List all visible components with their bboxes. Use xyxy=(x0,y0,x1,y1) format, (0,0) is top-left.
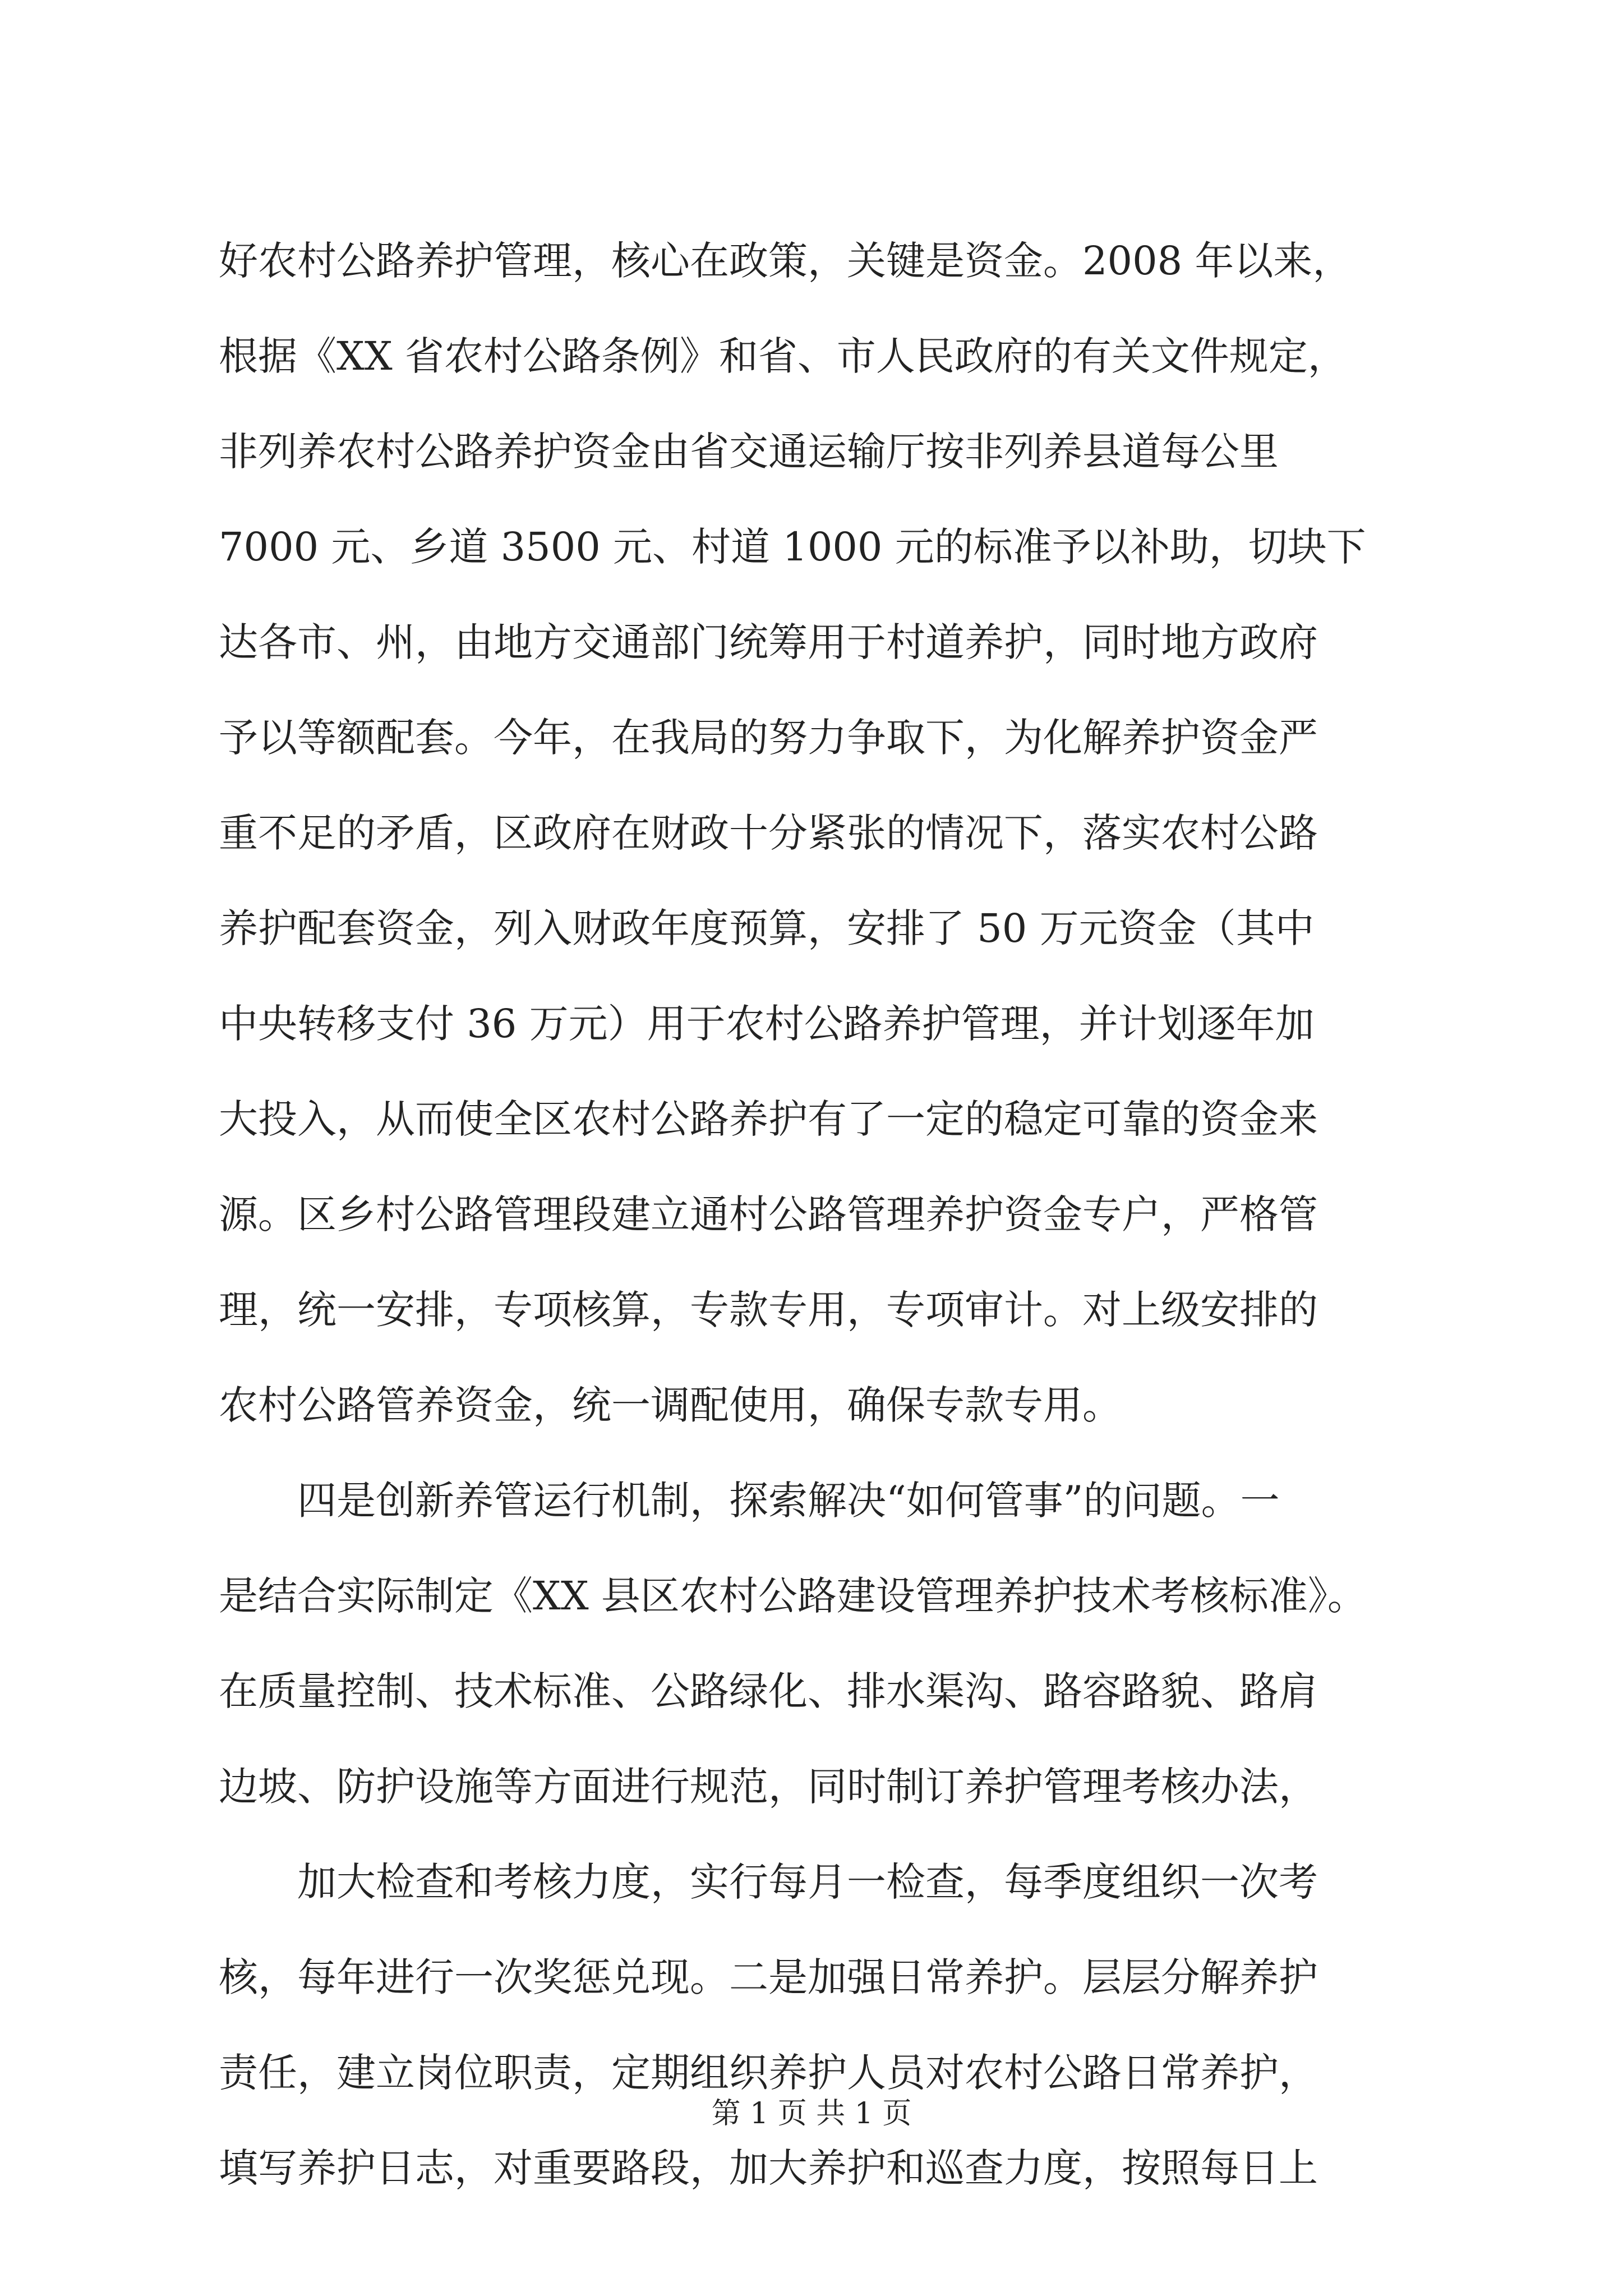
text-line-2: 根据《XX 省农村公路条例》和省、市人民政府的有关文件规定， xyxy=(219,333,1347,379)
text-line-9: 中央转移支付 36 万元）用于农村公路养护管理，并计划逐年加 xyxy=(219,1001,1315,1047)
text-line-19: 核，每年进行一次奖惩兑现。二是加强日常养护。层层分解养护 xyxy=(219,1954,1318,2000)
text-line-15: 是结合实际制定《XX 县区农村公路建设管理养护技术考核标准》。 xyxy=(219,1573,1367,1619)
document-body xyxy=(219,213,1424,2216)
text-line-7: 重不足的矛盾，区政府在财政十分紧张的情况下，落实农村公路 xyxy=(219,810,1318,856)
text-line-20: 责任，建立岗位职责，定期组织养护人员对农村公路日常养护， xyxy=(219,2050,1318,2096)
text-line-8: 养护配套资金，列入财政年度预算，安排了 50 万元资金（其中 xyxy=(219,905,1315,951)
text-line-12: 理，统一安排，专项核算，专款专用，专项审计。对上级安排的 xyxy=(219,1287,1318,1333)
text-line-3: 非列养农村公路养护资金由省交通运输厅按非列养县道每公里 xyxy=(219,429,1279,475)
text-line-14: 四是创新养管运行机制，探索解决“如何管事”的问题。一 xyxy=(297,1478,1280,1524)
text-line-6: 予以等额配套。今年，在我局的努力争取下，为化解养护资金严 xyxy=(219,715,1318,761)
text-line-21: 填写养护日志，对重要路段，加大养护和巡查力度，按照每日上 xyxy=(219,2145,1318,2191)
page-number-label: 第 1 页 共 1 页 xyxy=(711,2097,912,2131)
text-line-18: 加大检查和考核力度，实行每月一检查，每季度组织一次考 xyxy=(297,1859,1318,1905)
page-footer xyxy=(0,2090,1623,2132)
text-line-13: 农村公路管养资金，统一调配使用，确保专款专用。 xyxy=(219,1382,1122,1428)
text-line-4: 7000 元、乡道 3500 元、村道 1000 元的标准予以补助，切块下 xyxy=(219,524,1366,570)
text-line-17: 边坡、防护设施等方面进行规范，同时制订养护管理考核办法， xyxy=(219,1764,1318,1810)
text-line-10: 大投入，从而使全区农村公路养护有了一定的稳定可靠的资金来 xyxy=(219,1096,1318,1142)
text-line-1: 好农村公路养护管理，核心在政策，关键是资金。2008 年以来， xyxy=(219,238,1352,284)
text-line-16: 在质量控制、技术标准、公路绿化、排水渠沟、路容路貌、路肩 xyxy=(219,1668,1318,1714)
text-line-5: 达各市、州，由地方交通部门统筹用于村道养护，同时地方政府 xyxy=(219,619,1318,665)
text-line-11: 源。区乡村公路管理段建立通村公路管理养护资金专户，严格管 xyxy=(219,1191,1318,1237)
